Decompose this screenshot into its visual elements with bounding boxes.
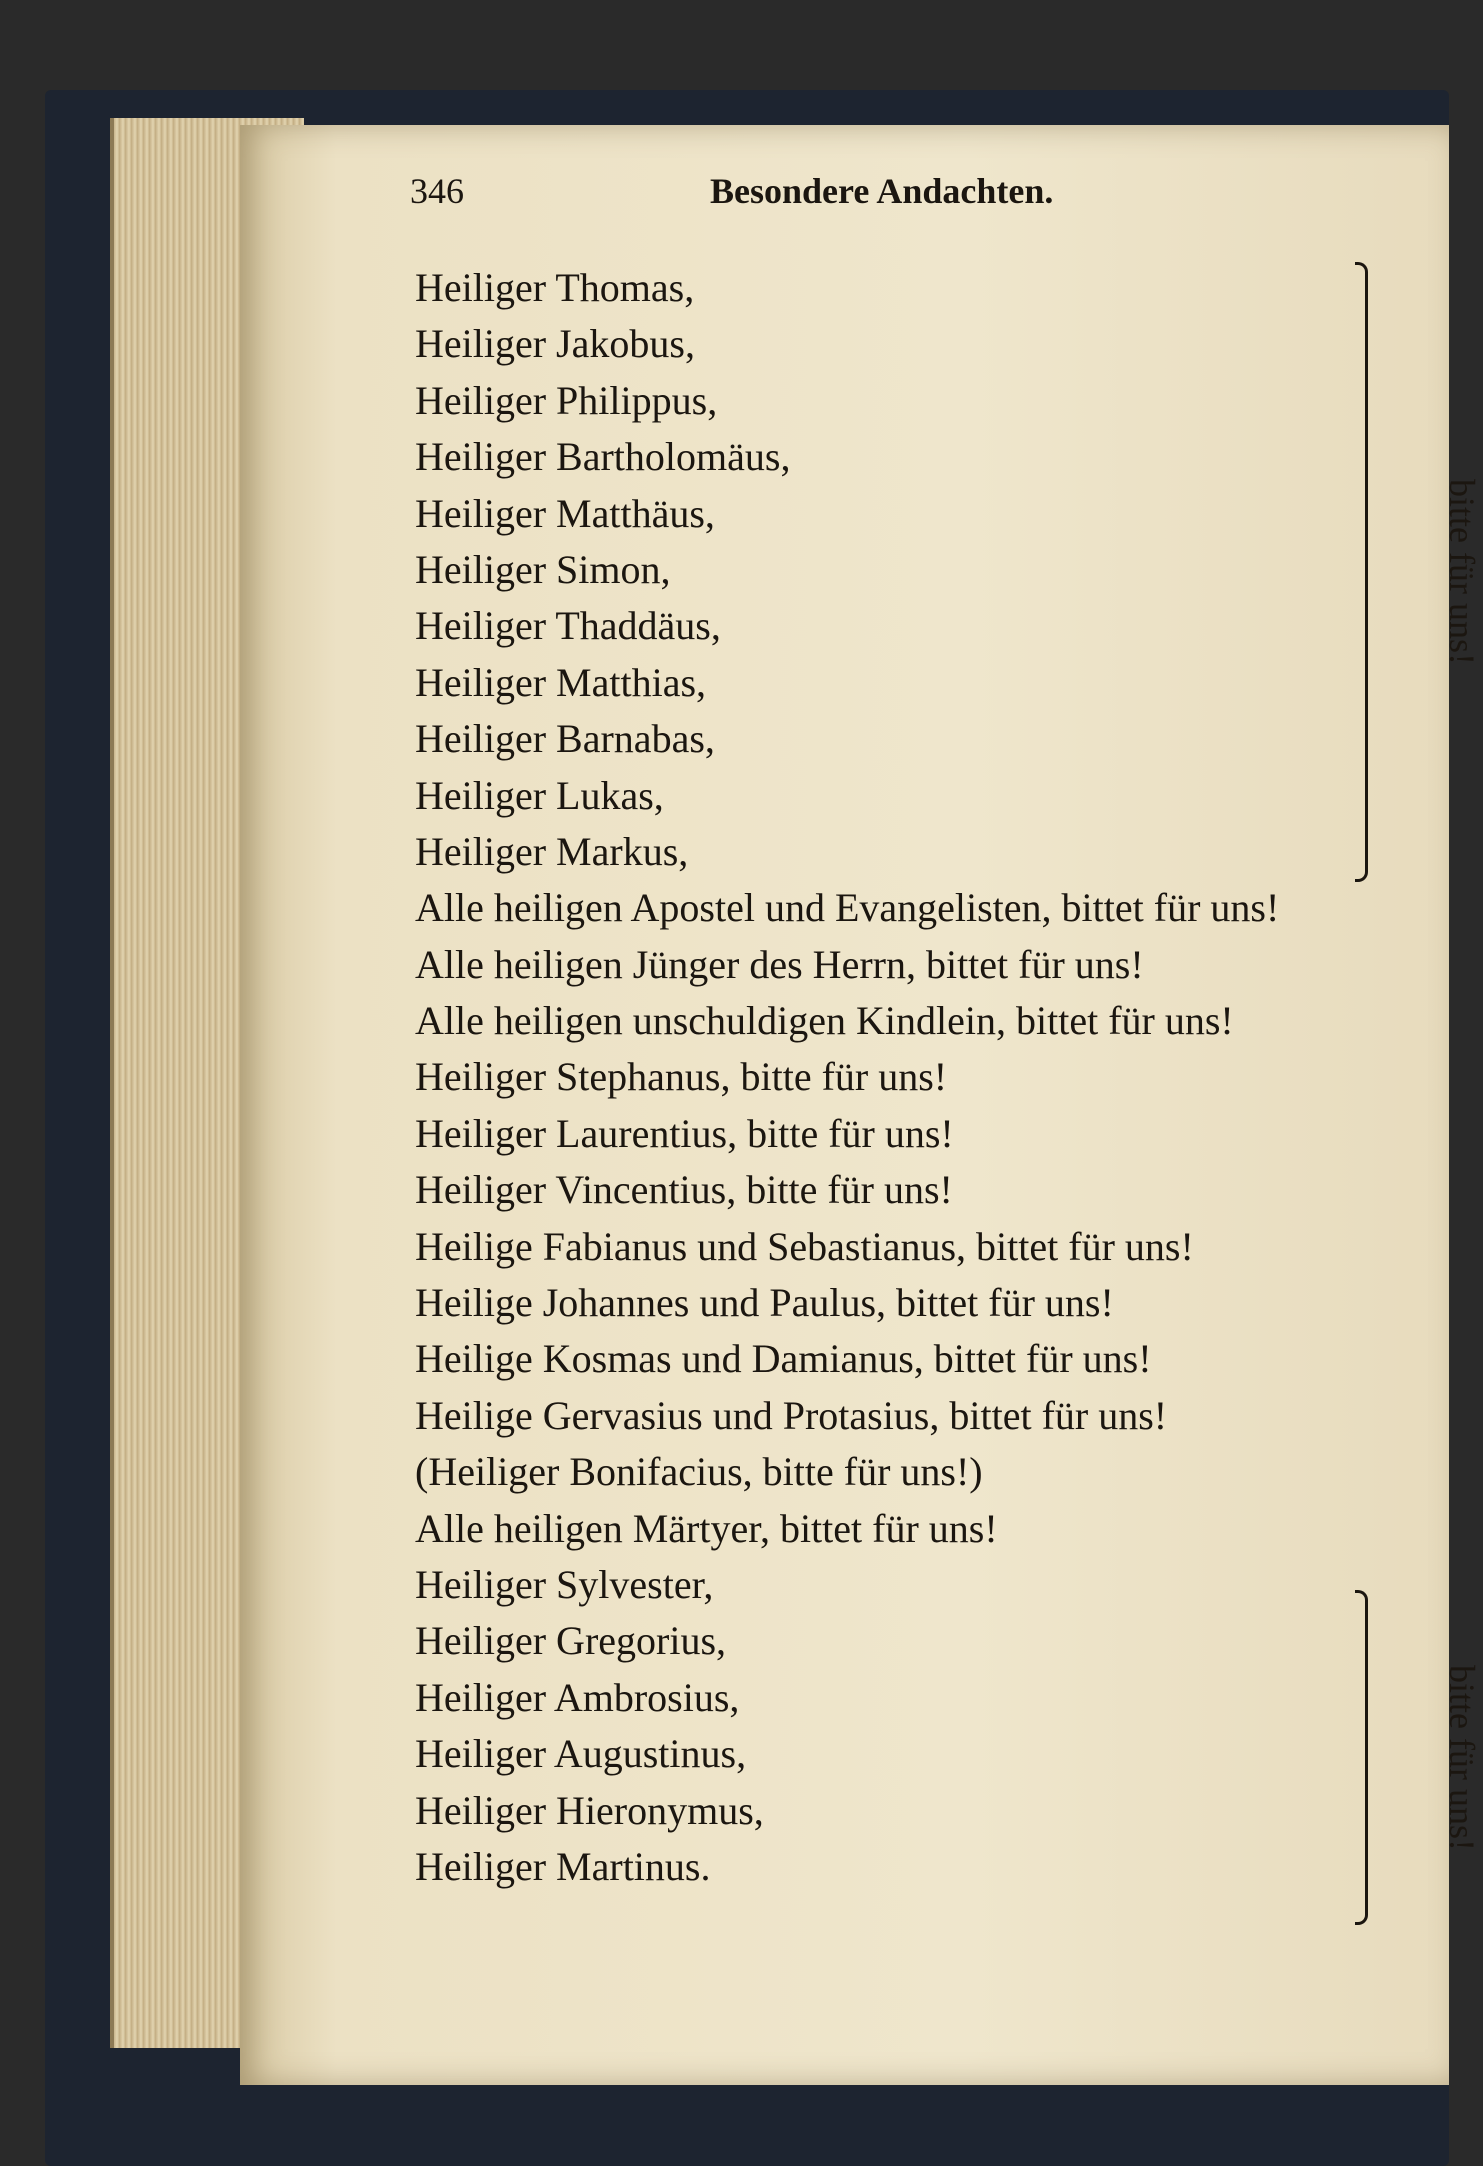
text-line: Heilige Gervasius und Protasius, bittet für uns!: [415, 1392, 1168, 1438]
text-line: Heiliger Augustinus,: [415, 1731, 747, 1777]
text-line: Heiliger Jakobus,: [415, 321, 695, 367]
text-line: Heiliger Vincentius, bitte für uns!: [415, 1167, 953, 1213]
text-line: Heiliger Martinus.: [415, 1843, 711, 1889]
text-line: Heiliger Matthäus,: [415, 490, 715, 536]
text-line: Heiliger Thomas,: [415, 265, 695, 310]
brace-bracket: [1355, 262, 1368, 882]
page-header: [410, 170, 1370, 230]
text-line: Alle heiligen Jünger des Herrn, bittet für uns!: [415, 941, 1144, 987]
text-line: Heilige Johannes und Paulus, bittet für uns!: [415, 1280, 1114, 1326]
text-line: Heiliger Gregorius,: [415, 1618, 727, 1664]
litany-text: [415, 260, 1435, 1895]
text-line: (Heiliger Bonifacius, bitte für uns!): [415, 1449, 983, 1495]
text-line: Heiliger Simon,: [415, 546, 671, 592]
text-line: Heilige Kosmas und Damianus, bittet für uns!: [415, 1336, 1152, 1382]
text-line: Alle heiligen Märtyer, bittet für uns!: [415, 1505, 998, 1551]
text-line: Heiliger Stephanus, bitte für uns!: [415, 1054, 948, 1100]
brace-bracket: [1355, 1590, 1368, 1925]
text-line: Alle heiligen Apostel und Evangelisten, bittet für uns!: [415, 885, 1280, 931]
text-line: Heiliger Lukas,: [415, 772, 664, 818]
text-line: Heiliger Philippus,: [415, 377, 718, 423]
page-number: 346: [410, 171, 464, 211]
text-line: Heiliger Sylvester,: [415, 1561, 714, 1607]
text-line: Heiliger Hieronymus,: [415, 1787, 764, 1833]
text-line: Heiliger Markus,: [415, 828, 689, 874]
brace-group-confessors: [1349, 1590, 1482, 1925]
running-title: Besondere Andachten.: [710, 171, 1054, 211]
text-line: Heilige Fabianus und Sebastianus, bittet für uns!: [415, 1223, 1194, 1269]
text-line: Heiliger Laurentius, bitte für uns!: [415, 1110, 954, 1156]
brace-label: bitte für uns!: [1441, 1664, 1482, 1851]
text-line: Alle heiligen unschuldigen Kindlein, bittet für uns!: [415, 998, 1234, 1044]
text-line: Heiliger Thaddäus,: [415, 603, 721, 649]
text-line: Heiliger Barnabas,: [415, 716, 715, 762]
brace-label: bitte für uns!: [1441, 479, 1482, 665]
text-line: Heiliger Matthias,: [415, 659, 707, 705]
brace-group-apostles: [1349, 262, 1482, 882]
text-line: Heiliger Ambrosius,: [415, 1674, 740, 1720]
text-line: Heiliger Bartholomäus,: [415, 434, 791, 480]
